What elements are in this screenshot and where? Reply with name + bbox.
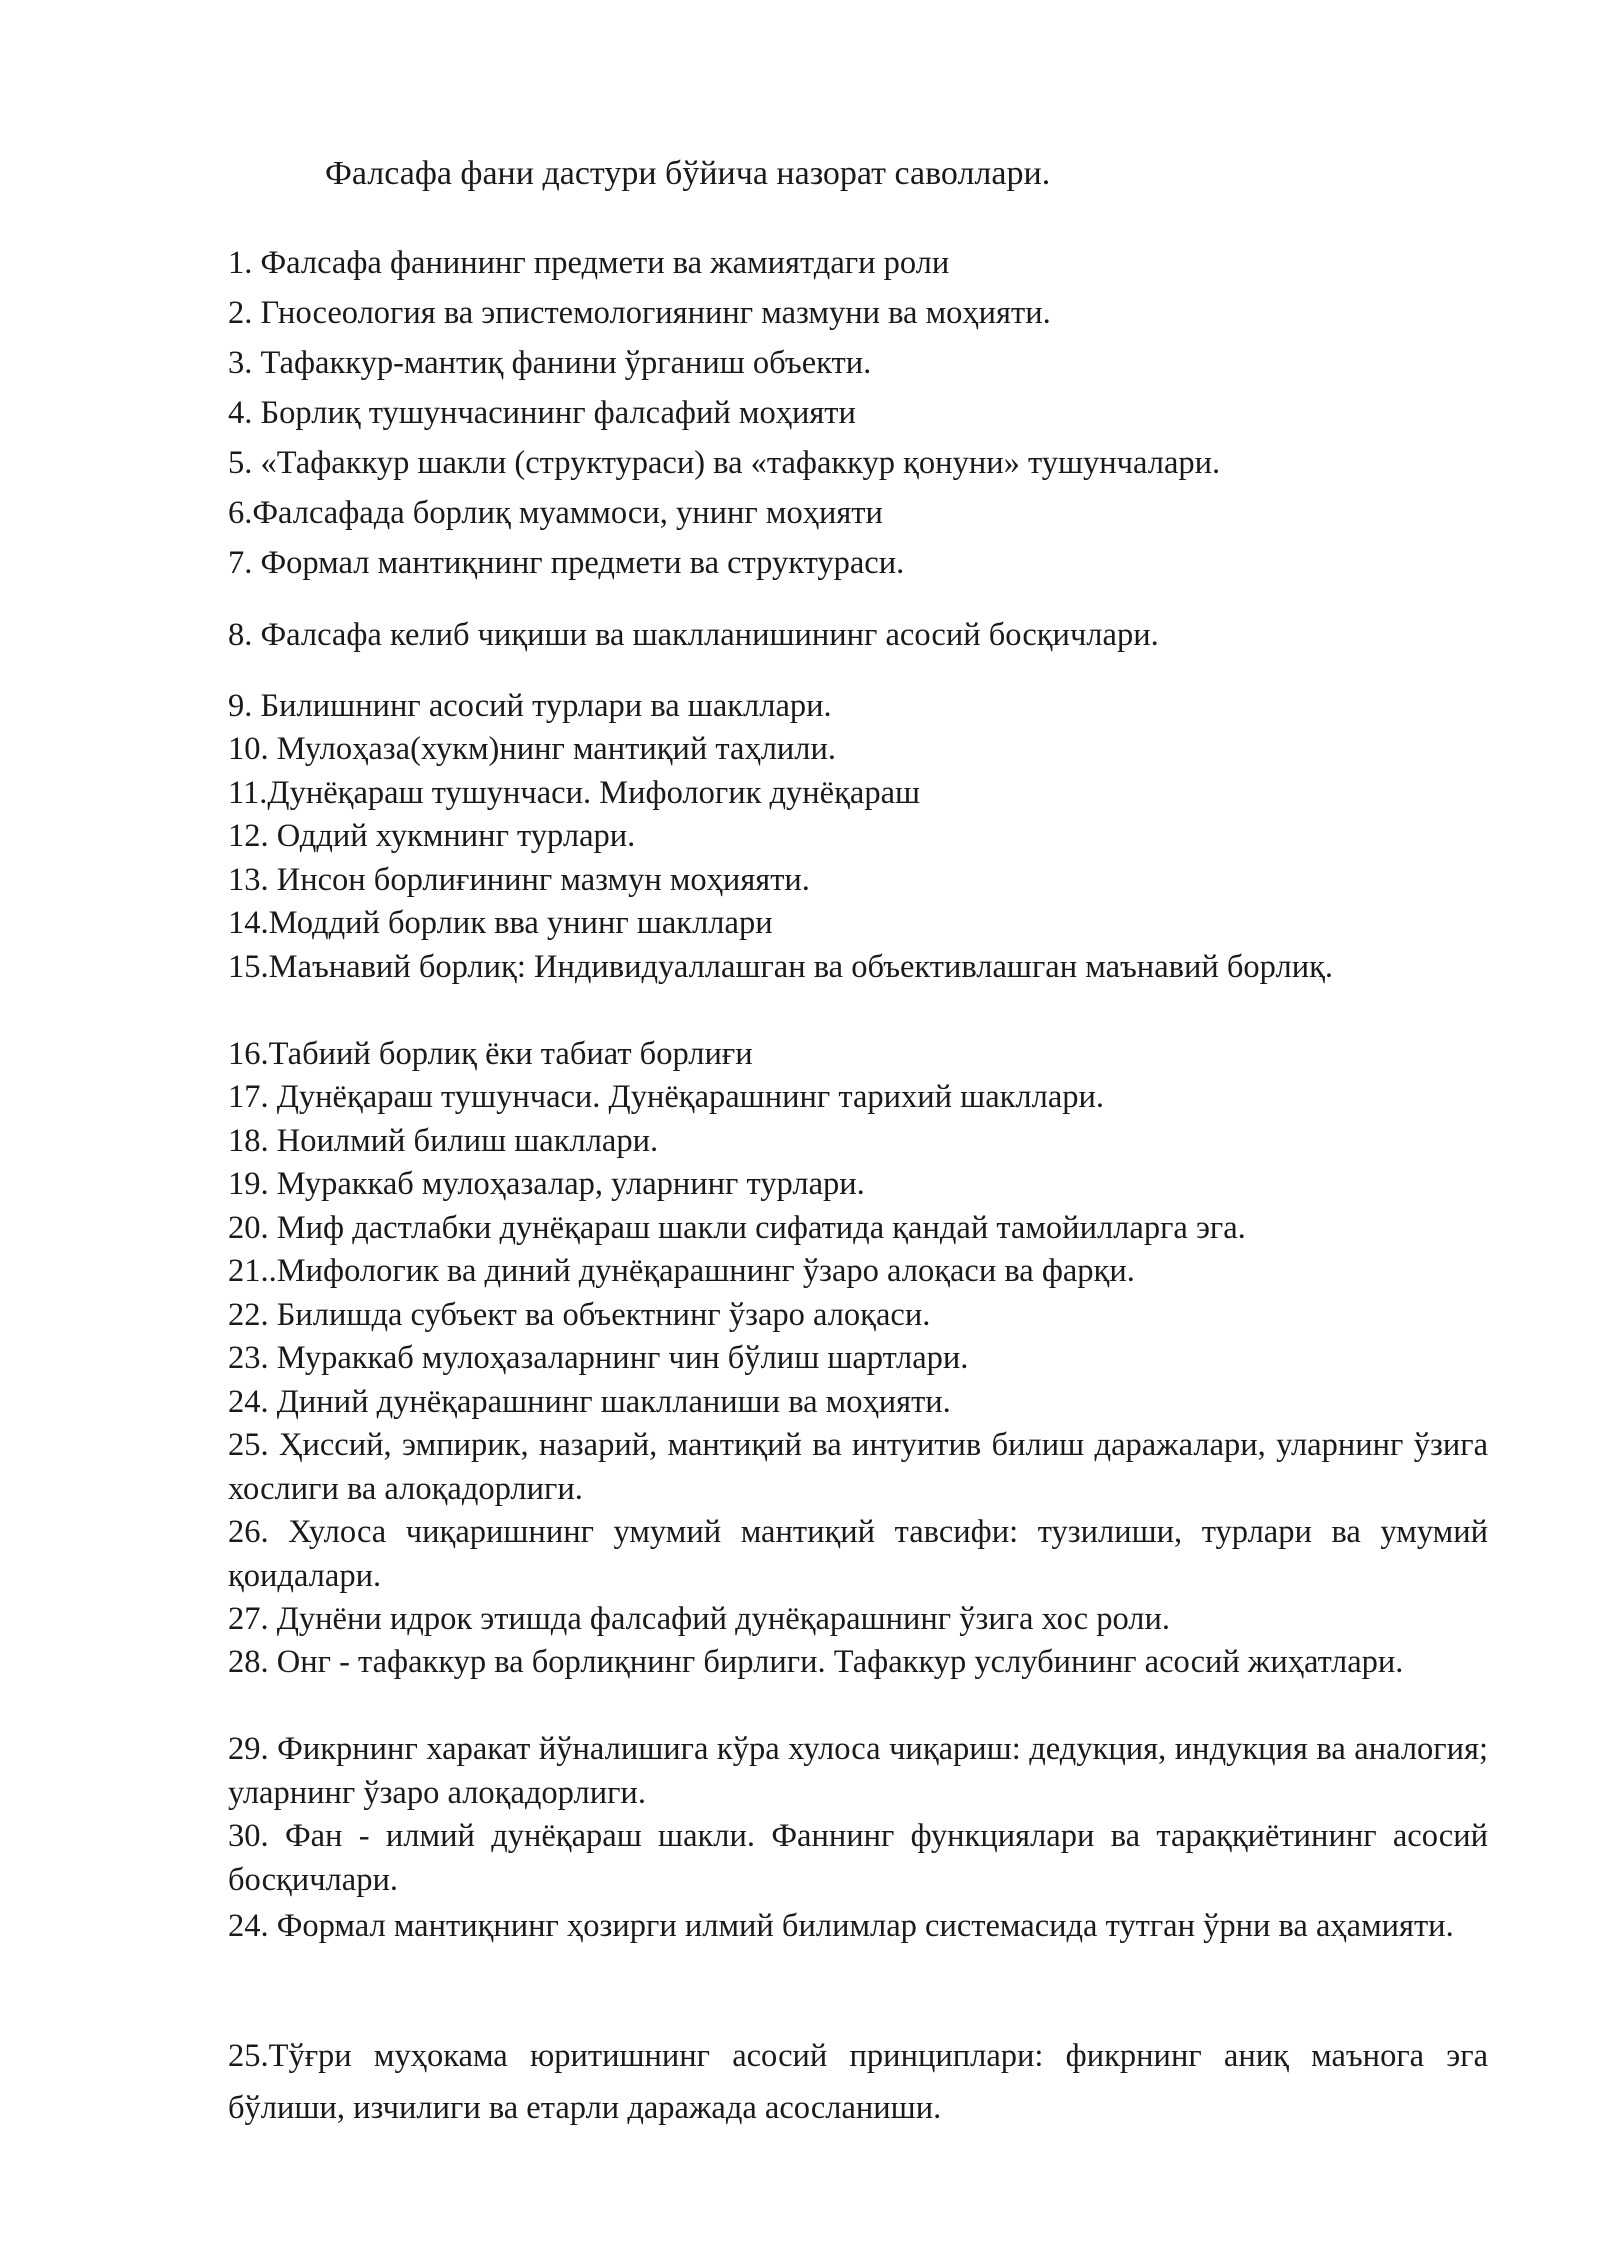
- question-item-14: 14.Моддий борлик вва унинг шакллари: [228, 905, 773, 941]
- question-item-23: 23. Мураккаб мулоҳазаларнинг чин бўлиш шартлари.: [228, 1340, 969, 1376]
- question-item-19: 19. Мураккаб мулоҳазалар, уларнинг турлари.: [228, 1166, 865, 1202]
- question-item-7: 7. Формал мантиқнинг предмети ва структураси.: [228, 545, 905, 581]
- question-item-26: 26. Хулоса чиқаришнинг умумий мантиқий тавсифи: тузилиши, турлари ва умумий қоидалари.: [228, 1514, 1488, 1594]
- question-item-28: 28. Онг - тафаккур ва борлиқнинг бирлиги. Тафаккур услубининг асосий жиҳатлари.: [228, 1644, 1404, 1680]
- question-item-15: 15.Маънавий борлиқ: Индивидуаллашган ва объективлашган маънавий борлиқ.: [228, 949, 1334, 985]
- question-item-24: 24. Диний дунёқарашнинг шаклланиши ва моҳияти.: [228, 1384, 951, 1420]
- question-item-1: 1. Фалсафа фанининг предмети ва жамиятдаги роли: [228, 245, 950, 281]
- question-item-16: 16.Табиий борлиқ ёки табиат борлиғи: [228, 1036, 753, 1072]
- question-item-29: 29. Фикрнинг харакат йўналишига кўра хулоса чиқариш: дедукция, индукция ва аналогия; уларнинг ўзаро алоқадорлиги.: [228, 1731, 1488, 1811]
- question-item-4: 4. Борлиқ тушунчасининг фалсафий моҳияти: [228, 395, 856, 431]
- question-item-2: 2. Гносеология ва эпистемологиянинг мазмуни ва моҳияти.: [228, 295, 1051, 331]
- question-item-11: 11.Дунёқараш тушунчаси. Мифологик дунёқараш: [228, 775, 921, 811]
- question-item-30: 30. Фан - илмий дунёқараш шакли. Фаннинг функциялари ва тараққиётининг асосий босқичлари.: [228, 1818, 1488, 1898]
- question-item-17: 17. Дунёқараш тушунчаси. Дунёқарашнинг тарихий шакллари.: [228, 1079, 1105, 1115]
- question-item-21: 21..Мифологик ва диний дунёқарашнинг ўзаро алоқаси ва фарқи.: [228, 1253, 1135, 1289]
- question-item-32: 25.Тўғри муҳокама юритишнинг асосий принциплари: фикрнинг аниқ маънога эга бўлиши, изчилиги ва етарли даражада асосланиши.: [228, 2038, 1488, 2126]
- question-item-20: 20. Миф дастлабки дунёқараш шакли сифатида қандай тамойилларга эга.: [228, 1210, 1246, 1246]
- question-item-12: 12. Оддий хукмнинг турлари.: [228, 818, 636, 854]
- question-item-27: 27. Дунёни идрок этишда фалсафий дунёқарашнинг ўзига хос роли.: [228, 1601, 1171, 1637]
- question-item-8: 8. Фалсафа келиб чиқиши ва шаклланишининг асосий босқичлари.: [228, 617, 1159, 653]
- question-item-25: 25. Ҳиссий, эмпирик, назарий, мантиқий ва интуитив билиш даражалари, уларнинг ўзига хослиги ва алоқадорлиги.: [228, 1427, 1488, 1507]
- question-item-5: 5. «Тафаккур шакли (структураси) ва «тафаккур қонуни» тушунчалари.: [228, 445, 1221, 481]
- question-item-9: 9. Билишнинг асосий турлари ва шакллари.: [228, 688, 832, 724]
- question-item-3: 3. Тафаккур-мантиқ фанини ўрганиш объекти.: [228, 345, 872, 381]
- question-item-10: 10. Мулоҳаза(хукм)нинг мантиқий таҳлили.: [228, 731, 837, 767]
- question-item-18: 18. Ноилмий билиш шакллари.: [228, 1123, 659, 1159]
- question-item-31: 24. Формал мантиқнинг ҳозирги илмий билимлар системасида тутган ўрни ва аҳамияти.: [228, 1908, 1454, 1944]
- page-title: Фалсафа фани дастури бўйича назорат саволлари.: [325, 155, 1051, 192]
- question-item-13: 13. Инсон борлиғининг мазмун моҳияяти.: [228, 862, 810, 898]
- question-item-6: 6.Фалсафада борлиқ муаммоси, унинг моҳияти: [228, 495, 883, 531]
- question-item-22: 22. Билишда субъект ва объектнинг ўзаро алоқаси.: [228, 1297, 931, 1333]
